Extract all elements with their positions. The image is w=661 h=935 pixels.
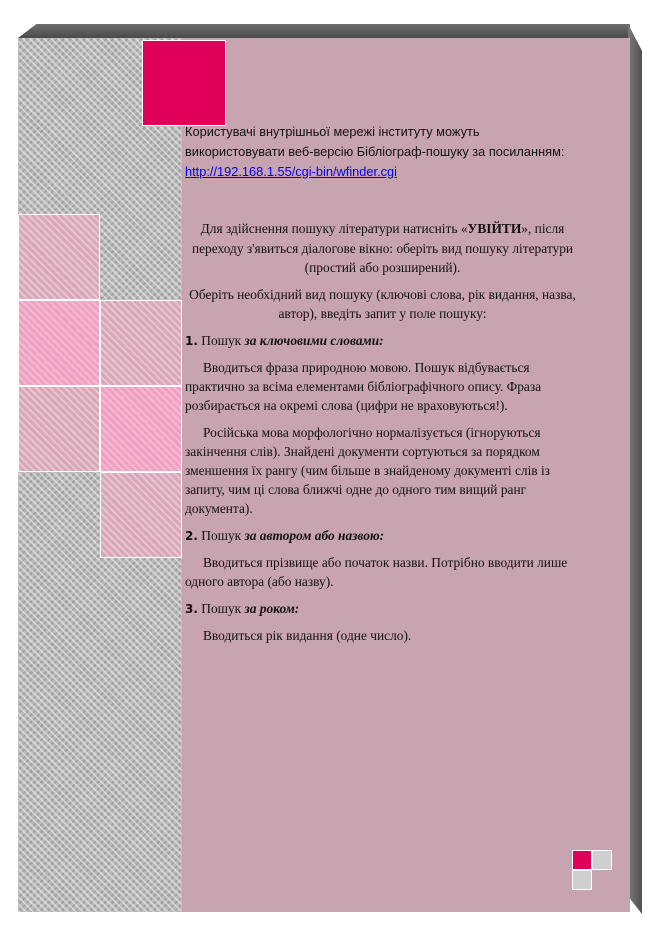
section-paragraph: Вводиться рік видання (одне число). (203, 628, 412, 644)
intro-paragraph (185, 122, 580, 181)
mini-square-gray (592, 850, 612, 870)
page-edge-right (628, 24, 642, 914)
decor-tile (100, 386, 182, 472)
decor-tile (18, 300, 100, 386)
section-title: за роком: (244, 601, 300, 617)
decor-tile (18, 214, 100, 300)
section-number: 2. (185, 528, 198, 543)
login-paragraph (185, 219, 580, 276)
section-heading-keywords (185, 331, 580, 350)
page-edge-top (18, 24, 630, 38)
section-number: 1. (185, 333, 198, 348)
login-text-after: », після переходу з'явиться діалогове вікно: оберіть вид пошуку літератури (простий або розширений). (191, 221, 574, 275)
section-label: Пошук (201, 332, 245, 348)
section-title: за ключовими словами: (244, 332, 384, 348)
section-title: за автором або назвою: (244, 527, 385, 543)
section-label: Пошук (201, 601, 245, 617)
section-paragraph: Вводиться прізвище або початок назви. Потрібно вводити лише одного автора (або назву). (185, 554, 588, 589)
decor-tile (100, 472, 182, 558)
section-paragraph: Вводиться фраза природною мовою. Пошук відбувається практично за всіма елементами бібліографічного опису. Фраза розбирається на окремі слова (цифри не враховуються!). (185, 359, 542, 413)
decor-tile (18, 386, 100, 472)
section-number: 3. (185, 602, 198, 617)
login-text-before: Для здійснення пошуку літератури натисніть « (200, 221, 468, 237)
choose-paragraph: Оберіть необхідний вид пошуку (ключові слова, рік видання, назва, автор), введіть запит у поле пошуку: (189, 286, 576, 321)
section-paragraph: Російська мова морфологічно нормалізується (ігноруються закінчення слів). Знайдені документи сортуються за порядком зменшення їх рангу (чим більше в знайденому документі слів із запиту, чим ці слова ближчі одне до одного тим вищий ранг документа). (185, 424, 550, 516)
main-content (185, 122, 588, 645)
section-heading-author (185, 526, 580, 545)
intro-text: Користувачі внутрішньої мережі інституту можуть використовувати веб-версію Бібліограф-пошуку за посиланням: (185, 124, 565, 159)
decor-tile (100, 300, 182, 386)
section-heading-year (185, 599, 580, 618)
wfinder-link[interactable]: http://192.168.1.55/cgi-bin/wfinder.cgi (185, 163, 397, 179)
section-label: Пошук (201, 527, 245, 543)
mini-square-gray (572, 870, 592, 890)
magenta-square-logo (142, 40, 226, 126)
mini-square-magenta (572, 850, 592, 870)
login-button-name: УВІЙТИ (467, 221, 522, 237)
